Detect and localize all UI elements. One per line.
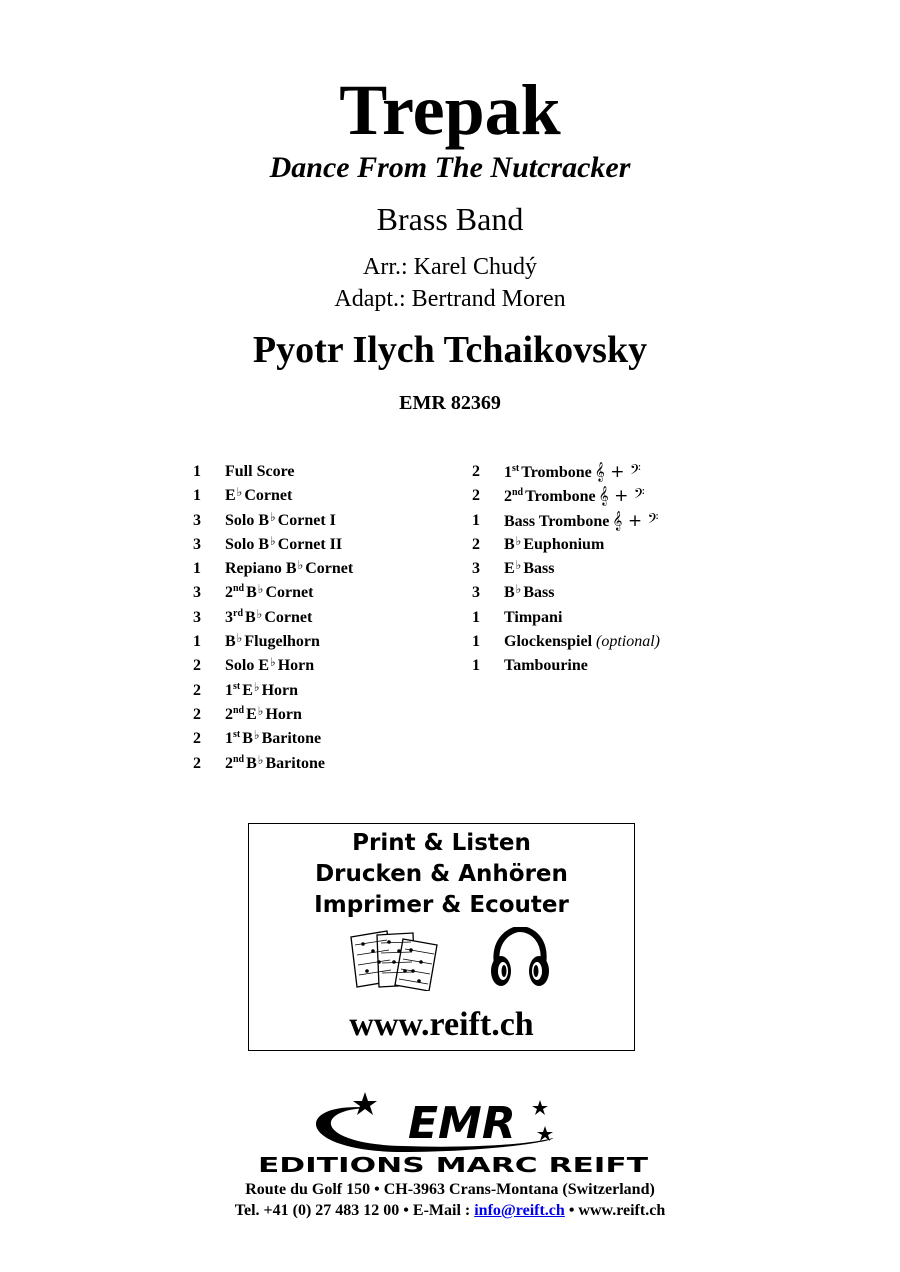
key-letter: E [242, 681, 253, 699]
part-name [225, 630, 320, 654]
flat-sign: ♭ [253, 679, 260, 694]
parts-list-left [193, 460, 353, 776]
instrument-name: Trombone [521, 464, 592, 481]
part-quantity: 2 [472, 487, 480, 505]
part-name [504, 509, 658, 533]
flat-sign: ♭ [236, 485, 243, 500]
instrument-name: Euphonium [523, 535, 605, 553]
part-quantity: 3 [193, 608, 201, 626]
flat-sign: ♭ [257, 582, 264, 597]
publisher-name: EDITIONS MARC REIFT [258, 1153, 649, 1175]
ordinal-suffix: rd [233, 607, 243, 619]
flat-sign: ♭ [257, 752, 264, 767]
key-letter: B [504, 535, 515, 553]
website-text: • www.reift.ch [568, 1202, 666, 1219]
clefs-icon: 𝄞 + 𝄢 [594, 462, 641, 482]
instrument-name: Cornet I [277, 511, 336, 529]
part-quantity: 2 [193, 681, 201, 699]
ordinal-suffix: nd [512, 487, 524, 499]
part-prefix: Solo [225, 511, 255, 529]
part-quantity: 2 [472, 463, 480, 480]
ordinal-suffix: nd [233, 704, 245, 716]
part-name [504, 557, 554, 581]
key-letter: B [504, 584, 515, 602]
part-name [225, 654, 314, 678]
part-name [225, 606, 312, 630]
part-quantity: 1 [193, 560, 201, 578]
key-letter: B [258, 511, 270, 529]
instrument-name: Trombone [525, 488, 596, 506]
promo-website[interactable]: www.reift.ch [349, 1006, 534, 1043]
part-row [193, 460, 353, 484]
part-quantity: 2 [472, 535, 480, 553]
composer: Pyotr Ilych Tchaikovsky [252, 329, 648, 371]
part-prefix: 3 [225, 608, 233, 626]
part-row [472, 484, 660, 508]
instrument-name: Baritone [261, 730, 322, 748]
phone-label: Tel. +41 (0) 27 483 12 00 • E-Mail : [234, 1202, 471, 1219]
part-row [193, 557, 353, 581]
part-name [225, 679, 298, 703]
part-quantity: 3 [193, 584, 201, 602]
instrument-name: Horn [277, 657, 315, 675]
part-prefix: 2 [225, 754, 233, 772]
instrument-name: Tambourine [504, 657, 588, 675]
part-row [472, 460, 660, 484]
part-row [193, 484, 353, 508]
promo-line-fr: Imprimer & Ecouter [314, 892, 569, 918]
part-row [193, 752, 353, 776]
instrument-name: Flugelhorn [244, 633, 320, 651]
instrument-name: Cornet [265, 584, 314, 602]
part-name [225, 581, 313, 605]
part-quantity: 3 [472, 560, 480, 578]
part-prefix: Repiano [225, 560, 282, 578]
instrument-name: Horn [265, 705, 302, 723]
part-row [472, 654, 660, 678]
flat-sign: ♭ [270, 533, 276, 548]
flat-sign: ♭ [515, 582, 522, 597]
part-quantity: 3 [193, 511, 201, 529]
instrument-name: Cornet II [277, 535, 343, 553]
instrument-name: Trombone [538, 512, 610, 530]
part-name [504, 581, 554, 605]
title: Trepak [339, 70, 561, 150]
email-link[interactable]: info@reift.ch [474, 1202, 565, 1219]
parts-list-right [472, 460, 660, 679]
part-row [472, 630, 660, 654]
part-quantity: 3 [472, 584, 480, 602]
key-letter: B [225, 633, 236, 651]
publisher-address: Route du Golf 150 • CH-3963 Crans-Montana (Switzerland) [245, 1181, 655, 1198]
instrument-name: Horn [261, 681, 299, 699]
instrument-name: Glockenspiel [504, 633, 593, 651]
part-quantity: 1 [193, 487, 201, 505]
key-letter: B [258, 535, 270, 553]
sheet-music-icon [349, 929, 441, 991]
part-row [472, 581, 660, 605]
key-letter: E [258, 657, 270, 675]
part-name [225, 460, 294, 484]
part-quantity: 2 [193, 730, 201, 748]
part-row [193, 630, 353, 654]
instrument-name: Timpani [504, 608, 563, 626]
part-name [504, 460, 641, 484]
promo-line-de: Drucken & Anhören [315, 861, 568, 887]
part-prefix: 1 [225, 730, 233, 748]
ordinal-suffix: nd [233, 753, 245, 765]
clefs-icon: 𝄞 + 𝄢 [598, 486, 645, 507]
key-letter: B [242, 730, 253, 748]
flat-sign: ♭ [253, 728, 260, 743]
ensemble-type: Brass Band [376, 201, 524, 237]
instrument-name: Cornet [305, 560, 354, 578]
part-name [225, 484, 292, 508]
flat-sign: ♭ [270, 655, 276, 670]
key-letter: E [225, 487, 236, 505]
publisher-contact [0, 1201, 900, 1221]
subtitle: Dance From The Nutcracker [269, 151, 631, 184]
part-prefix: 2 [225, 584, 233, 602]
part-prefix: 2 [225, 705, 233, 723]
part-quantity: 2 [193, 705, 201, 723]
logo-star-icon [532, 1100, 548, 1115]
instrument-name: Bass [523, 584, 555, 602]
part-row [472, 533, 660, 557]
flat-sign: ♭ [515, 558, 522, 573]
part-row [193, 703, 353, 727]
part-row [193, 606, 353, 630]
part-quantity: 2 [193, 754, 201, 772]
instrument-name: Cornet [264, 608, 313, 626]
part-name [504, 484, 645, 508]
part-prefix: 2 [504, 488, 512, 506]
key-letter: B [246, 754, 257, 772]
part-row [193, 533, 353, 557]
logo-wordmark: EMR [408, 1098, 516, 1149]
promo-line-en: Print & Listen [352, 830, 531, 856]
part-quantity: 1 [193, 463, 201, 480]
part-name [504, 654, 588, 678]
part-prefix: Solo [225, 657, 255, 675]
part-row [193, 727, 353, 751]
flat-sign: ♭ [257, 703, 264, 718]
part-name [504, 630, 660, 654]
key-letter: B [285, 560, 297, 578]
ordinal-suffix: nd [233, 583, 245, 595]
ordinal-suffix: st [233, 680, 241, 692]
flat-sign: ♭ [236, 631, 243, 646]
part-quantity: 2 [193, 657, 201, 675]
part-quantity: 1 [193, 633, 201, 651]
part-row [193, 679, 353, 703]
key-letter: E [246, 705, 257, 723]
part-name [225, 752, 325, 776]
part-prefix: Bass [504, 512, 536, 530]
flat-sign: ♭ [297, 558, 304, 573]
catalog-number: EMR 82369 [399, 392, 501, 414]
part-row [193, 654, 353, 678]
instrument-name: Bass [523, 560, 555, 578]
part-prefix: 1 [225, 681, 233, 699]
instrument-name: Baritone [265, 754, 326, 772]
part-row [193, 509, 353, 533]
part-quantity: 1 [472, 657, 480, 675]
emr-publisher-logo [253, 1090, 653, 1175]
logo-star-icon [353, 1092, 377, 1115]
ordinal-suffix: st [512, 463, 520, 474]
instrument-name: Full Score [225, 463, 295, 480]
part-name [225, 703, 302, 727]
headphones-icon [487, 927, 553, 991]
arranger: Arr.: Karel Chudý [363, 254, 537, 280]
flat-sign: ♭ [515, 533, 522, 548]
adapter: Adapt.: Bertrand Moren [334, 286, 566, 312]
part-prefix: 1 [504, 464, 512, 481]
ordinal-suffix: st [233, 729, 241, 741]
key-letter: E [504, 560, 515, 578]
part-row [193, 581, 353, 605]
part-row [472, 557, 660, 581]
part-quantity: 1 [472, 608, 480, 626]
part-row [472, 509, 660, 533]
part-prefix: Solo [225, 535, 255, 553]
instrument-name: Cornet [244, 487, 293, 505]
part-name [225, 533, 342, 557]
part-quantity: 3 [193, 535, 201, 553]
part-name [225, 509, 336, 533]
flat-sign: ♭ [256, 606, 263, 621]
key-letter: B [245, 608, 256, 626]
part-row [472, 606, 660, 630]
part-note: (optional) [596, 633, 661, 651]
part-name [225, 727, 321, 751]
clefs-icon: 𝄞 + 𝄢 [612, 510, 659, 531]
key-letter: B [246, 584, 257, 602]
part-name [504, 606, 562, 630]
part-name [225, 557, 353, 581]
flat-sign: ♭ [270, 509, 276, 524]
part-quantity: 1 [472, 633, 480, 651]
print-listen-box [248, 823, 635, 1051]
part-quantity: 1 [472, 511, 480, 529]
part-name [504, 533, 604, 557]
